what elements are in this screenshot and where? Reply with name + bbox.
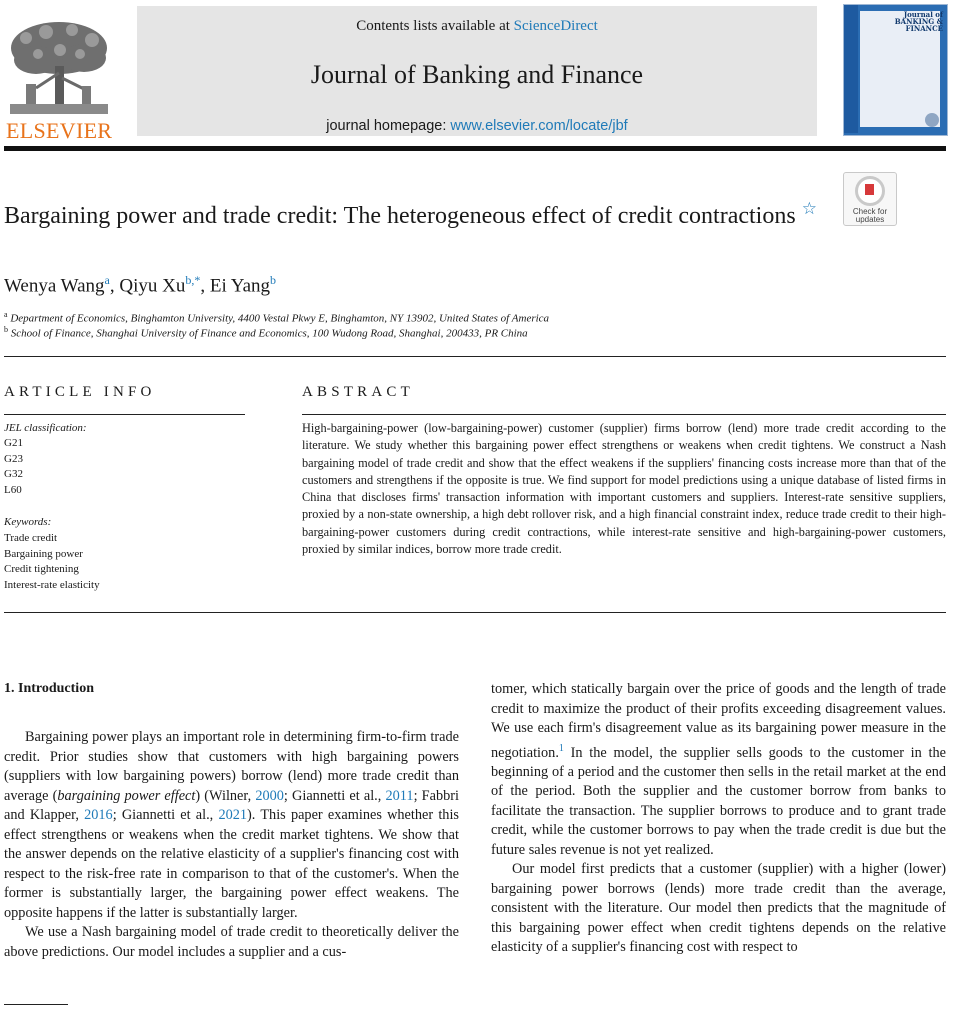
article-title <box>4 201 834 232</box>
jel-codes <box>4 436 23 498</box>
homepage-line <box>137 118 817 134</box>
divider <box>4 356 946 357</box>
header-rule <box>4 146 946 151</box>
publisher-wordmark: ELSEVIER <box>6 118 113 143</box>
paragraph: Our model first predicts that a customer (supplier) with a higher (lower) bargaining power borrows (lends) more trade credit than the average, consistent with the literature. Our model then predicts that the magnitude of this bargaining power effect when credit tightens depends on the relative elasticity of a supplier's financing cost with respect to <box>491 861 946 956</box>
citation-link[interactable]: 2021 <box>218 807 248 823</box>
jel-code: G32 <box>4 468 23 481</box>
abstract-heading: ABSTRACT <box>302 384 414 400</box>
keyword: Interest-rate elasticity <box>4 578 100 591</box>
paragraph-text: ). This paper examines whether this effect strengthens or weakens when the credit market tightens. We show that the answer depends on the relative elasticity of a supplier's financing cost with respect to the risk-free rate in comparison to that of the customer's. When the former is substantially larger, the bargaining power effect weakens. The opposite happens if the latter is substantially larger. <box>4 807 459 921</box>
keyword: Trade credit <box>4 532 58 544</box>
body-column-left <box>4 728 459 962</box>
divider <box>4 414 245 415</box>
paragraph <box>491 680 946 860</box>
citation-link[interactable]: 2016 <box>84 807 113 823</box>
jel-code: G21 <box>4 437 23 449</box>
journal-cover-thumbnail[interactable] <box>843 4 948 136</box>
author-list <box>4 273 276 297</box>
footnote-rule <box>4 1004 68 1005</box>
paragraph-text: ; Giannetti et al., <box>112 807 219 823</box>
section-heading: 1. Introduction <box>4 681 94 696</box>
paragraph-text: In the model, the supplier sells goods to the customer in the beginning of a period and the customer then sells in the retail market at the end of the period. Both the supplier and the customer borrow from banks to facilitate the transaction. The supplier borrows to produce and to grant trade credit, while the customer borrows to pay when the trade credit is due but the future sales revenue is not yet realized. <box>491 744 946 858</box>
sciencedirect-link[interactable]: ScienceDirect <box>513 18 598 34</box>
article-title-text: Bargaining power and trade credit: The heterogeneous effect of credit contractions <box>4 203 796 229</box>
body-column-right <box>491 680 946 958</box>
affiliation-a <box>4 310 549 325</box>
citation-link[interactable]: 2011 <box>385 787 414 804</box>
abstract-text: High-bargaining-power (low-bargaining-power) customer (supplier) firms borrow (lend) more trade credit according to the literature. We study whether this bargaining power effect strengthens or weakens when credit tightens. We construct a Nash bargaining model of trade credit and show that the effect weakens if the suppliers' financing costs increase more than that of the customers and strengthens if the opposite is true. We find support for model predictions using a unique database of listed firms in China that discloses firms' transaction information with important customers and suppliers. Interest-rate sensitive suppliers, proxied by a non-state ownership, a high debt rollover risk, and a high financial constraint index, reduce trade credit to their high-bargaining-power customers during credit contractions, while interest-rate sensitive and high-bargaining-power customers, proxied by similar indices, borrow more trade credit. <box>302 421 946 557</box>
emphasis-text: bargaining power effect <box>57 787 196 804</box>
divider <box>302 414 946 415</box>
citation-link[interactable]: 2000 <box>255 787 284 804</box>
footnote-link[interactable]: 1 <box>558 742 564 754</box>
paragraph <box>4 728 459 923</box>
affiliation-mark: a <box>4 310 8 319</box>
cover-logo-icon <box>925 113 939 127</box>
author-name[interactable]: Ei Yang <box>209 275 271 297</box>
keywords-list <box>4 531 100 593</box>
homepage-prefix: journal homepage: <box>326 118 451 134</box>
affiliation-b <box>4 325 528 340</box>
jel-code: G23 <box>4 452 23 465</box>
keyword: Bargaining power <box>4 547 83 560</box>
affiliation-mark: b <box>4 325 8 334</box>
divider <box>4 612 946 613</box>
paragraph-text: ; Fabbri and Klapper, <box>4 787 460 823</box>
check-updates-label: Check for updates <box>852 207 888 224</box>
bookmark-icon <box>855 176 885 206</box>
contents-prefix: Contents lists available at <box>356 18 514 34</box>
journal-banner <box>137 6 817 136</box>
homepage-link[interactable]: www.elsevier.com/locate/jbf <box>450 118 628 134</box>
paragraph-text: ; Giannetti et al., <box>283 787 386 804</box>
paragraph-text: ) (Wilner, <box>195 787 256 804</box>
star-footnote-icon[interactable]: ☆ <box>801 199 817 218</box>
elsevier-logo[interactable] <box>4 6 114 143</box>
keyword: Credit tightening <box>4 563 79 576</box>
check-for-updates-button[interactable] <box>843 172 897 226</box>
cover-spine <box>844 5 858 133</box>
author-affiliation-mark[interactable]: b <box>270 273 277 287</box>
author-separator: , <box>200 275 210 297</box>
affiliation-text: School of Finance, Shanghai University of Finance and Economics, 100 Wudong Road, Shanghai, 200433, PR China <box>10 327 528 340</box>
journal-title[interactable]: Journal of Banking and Finance <box>310 60 644 89</box>
cover-title: Journal of BANKING & FINANCE <box>894 10 943 33</box>
author-name[interactable]: Wenya Wang <box>4 275 105 297</box>
elsevier-tree-icon <box>6 18 112 118</box>
affiliation-text: Department of Economics, Binghamton University, 4400 Vestal Pkwy E, Binghamton, NY 13902, United States of America <box>10 312 550 325</box>
author-affiliation-mark[interactable]: b,* <box>185 273 201 287</box>
author-affiliation-mark[interactable]: a <box>104 273 110 287</box>
paragraph: We use a Nash bargaining model of trade credit to theoretically deliver the above predictions. Our model includes a supplier and a cus- <box>4 924 459 960</box>
paragraph-text: tomer, which statically bargain over the price of goods and the length of trade credit to maximize the product of their profits exceeding disagreement values. We use each firm's disagreement value as its bargaining power measure in the negotiation. <box>491 681 946 761</box>
author-separator: , <box>109 275 120 297</box>
jel-code: L60 <box>4 483 22 496</box>
author-name[interactable]: Qiyu Xu <box>119 275 186 297</box>
article-info-heading: ARTICLE INFO <box>4 384 156 400</box>
contents-line <box>137 18 817 35</box>
keywords-label: Keywords: <box>4 516 52 528</box>
jel-label: JEL classification: <box>4 422 87 434</box>
journal-masthead <box>4 4 946 143</box>
paragraph-text: Bargaining power plays an important role in determining firm-to-firm trade credit. Prior studies show that customers with high bargaining powers (suppliers with low bargaining powers) borrow (lend) more trade credit than average ( <box>4 729 459 804</box>
